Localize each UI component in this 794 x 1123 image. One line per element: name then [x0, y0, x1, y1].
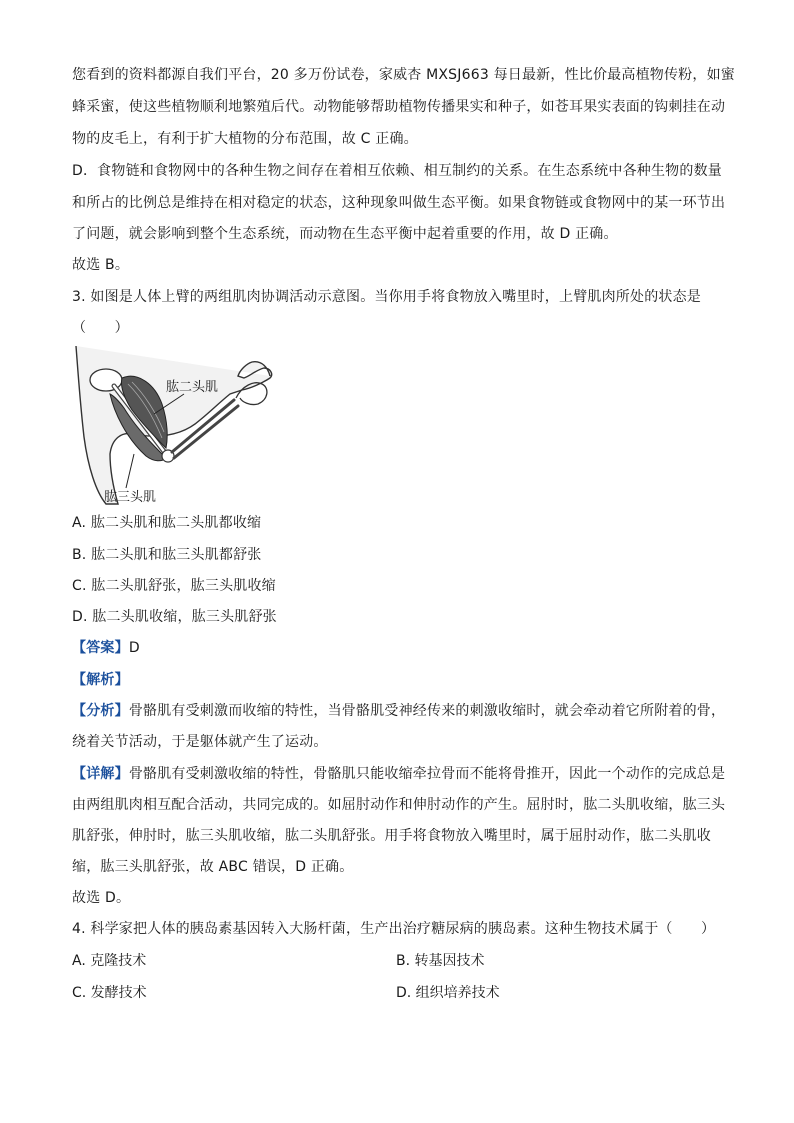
- q3-xiangjie-line-4: 缩，肱三头肌舒张，故 ABC 错误，D 正确。: [72, 859, 354, 875]
- prev-line-2: 蜂采蜜，使这些植物顺利地繁殖后代。动物能够帮助植物传播果实和种子，如苍耳果实表面的钩刺挂在动: [72, 99, 726, 115]
- q3-option-b: B. 肱二头肌和肱三头肌都舒张: [72, 547, 262, 563]
- q4-option-c: C. 发酵技术: [72, 985, 147, 1001]
- triceps-label: 肱三头肌: [104, 490, 157, 505]
- q3-fenxi-line-2: 绕着关节活动，于是躯体就产生了运动。: [72, 734, 328, 750]
- xiangjie-tag: 【详解】: [72, 766, 129, 782]
- biceps-label: 肱二头肌: [166, 380, 219, 395]
- fenxi-text-1: 骨骼肌有受刺激而收缩的特性，当骨骼肌受神经传来的刺激收缩时，就会牵动着它所附着的骨，: [128, 703, 726, 719]
- prev-line-4: D．食物链和食物网中的各种生物之间存在着相互依赖、相互制约的关系。在生态系统中各种生物的数量: [72, 163, 722, 179]
- prev-line-3: 物的皮毛上，有利于扩大植物的分布范围，故 C 正确。: [72, 131, 418, 147]
- q4-option-a: A. 克隆技术: [72, 953, 147, 969]
- q3-conclusion: 故选 D。: [72, 890, 131, 906]
- q3-xiangjie-line-3: 肌舒张，伸肘时，肱三头肌收缩，肱二头肌舒张。用手将食物放入嘴里时，属于屈肘动作，肱二头肌收: [72, 828, 711, 844]
- q4-stem: 4. 科学家把人体的胰岛素基因转入大肠杆菌，生产出治疗糖尿病的胰岛素。这种生物技术属于（ ）: [72, 921, 716, 937]
- prev-conclusion: 故选 B。: [72, 257, 130, 273]
- q3-stem-blank: （ ）: [72, 320, 129, 336]
- q4-option-d: D. 组织培养技术: [396, 985, 500, 1001]
- arm-muscle-figure: [70, 342, 290, 512]
- answer-value: D: [128, 640, 140, 656]
- xiangjie-text-1: 骨骼肌有受刺激收缩的特性，骨骼肌只能收缩牵拉骨而不能将骨推开，因此一个动作的完成总是: [128, 766, 726, 782]
- prev-line-1: 您看到的资料都源自我们平台，20 多万份试卷，家威杏 MXSJ663 每日最新，性比价最高植物传粉，如蜜: [72, 67, 735, 83]
- arm-muscle-illustration: [70, 342, 290, 512]
- fenxi-tag: 【分析】: [72, 703, 129, 719]
- q4-option-b: B. 转基因技术: [396, 953, 485, 969]
- q3-answer-row: [72, 638, 722, 658]
- q3-stem: 3. 如图是人体上臂的两组肌肉协调活动示意图。当你用手将食物放入嘴里时，上臂肌肉所处的状态是: [72, 289, 702, 305]
- q3-analysis-heading: [72, 670, 722, 690]
- q3-option-d: D. 肱二头肌收缩，肱三头肌舒张: [72, 609, 277, 625]
- answer-tag: 【答案】: [72, 640, 129, 656]
- q3-xiangjie-line-2: 由两组肌肉相互配合活动，共同完成的。如屈肘动作和伸肘动作的产生。屈肘时，肱二头肌收缩，肱三头: [72, 797, 726, 813]
- q3-option-a: A. 肱二头肌和肱二头肌都收缩: [72, 515, 262, 531]
- triceps-leader-line: [126, 454, 134, 488]
- q3-option-c: C. 肱二头肌舒张，肱三头肌收缩: [72, 578, 276, 594]
- prev-line-5: 和所占的比例总是维持在相对稳定的状态，这种现象叫做生态平衡。如果食物链或食物网中的某一环节出: [72, 195, 726, 211]
- q3-xiangjie-line-1: [72, 764, 726, 784]
- q3-fenxi-line-1: [72, 701, 726, 721]
- analysis-tag: 【解析】: [72, 672, 129, 688]
- prev-line-6: 了问题，就会影响到整个生态系统，而动物在生态平衡中起着重要的作用，故 D 正确。: [72, 226, 618, 242]
